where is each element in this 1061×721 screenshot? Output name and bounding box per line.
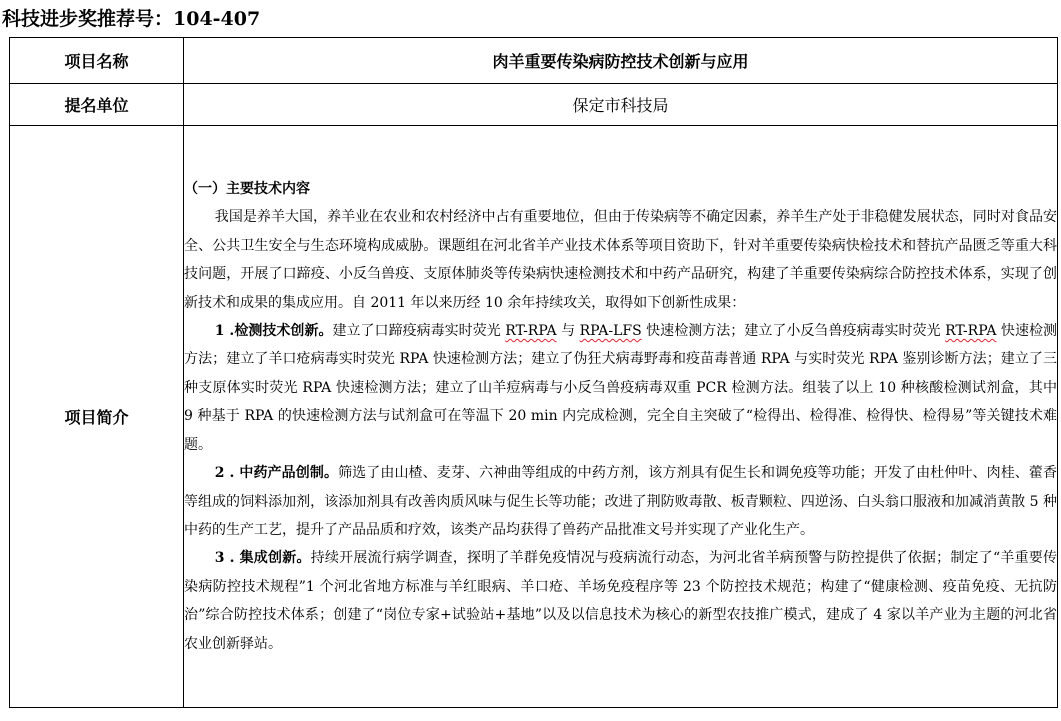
term-rt-rpa-2: RT-RPA — [945, 323, 997, 340]
achievement-1-lead: 1 .检测技术创新。 — [214, 323, 333, 340]
achievement-1-text-e: 快速检测方法；建立了小反刍兽疫病毒实时荧光 — [641, 323, 946, 340]
project-name-label: 项目名称 — [10, 38, 184, 84]
intro-label: 项目简介 — [10, 126, 184, 708]
recommendation-number-title: 科技进步奖推荐号：104-407 — [2, 8, 261, 30]
achievement-1-text-g: 快速检测方法；建立了羊口疮病毒实时荧光 RPA 快速检测方法；建立了伪狂犬病毒野毒和疫苗毒普通 RPA 与实时荧光 RPA 鉴别诊断方法；建立了三种支原体实时荧光 RPA 快速检测方法；建立了山羊痘病毒与小反刍兽疫病毒双重 PCR 检测方法。组装了以上 10 种核酸检测试剂盒，其中 9 种基于 RPA 的快速检测方法与试剂盒可在等温下 20 min 内完成检测，完全自主突破了“检得出、检得准、检得快、检得易”等关键技术难题。 — [184, 323, 1057, 453]
nominator-value: 保定市科技局 — [184, 84, 1058, 126]
achievement-paragraph-1 — [184, 317, 1057, 459]
achievement-2-text: 筛选了由山楂、麦芽、六神曲等组成的中药方剂，该方剂具有促生长和调免疫等功能；开发了由杜仲叶、肉桂、藿香等组成的饲料添加剂，该添加剂具有改善肉质风味与促生长等功能；改进了荆防败毒散、板青颗粒、四逆汤、白头翁口服液和加减消黄散 5 种中药的生产工艺，提升了产品品质和疗效，该类产品均获得了兽药产品批准文号并实现了产业化生产。 — [184, 465, 1057, 538]
achievement-paragraph-3 — [184, 544, 1057, 658]
achievement-1-text-a: 建立了口蹄疫病毒实时荧光 — [332, 323, 506, 340]
project-name-value: 肉羊重要传染病防控技术创新与应用 — [184, 38, 1058, 84]
achievement-paragraph-2 — [184, 459, 1057, 544]
project-info-table — [9, 37, 1058, 708]
achievement-2-lead: 2 . 中药产品创制。 — [214, 465, 339, 482]
nominator-label: 提名单位 — [10, 84, 184, 126]
section-heading: （一）主要技术内容 — [184, 181, 310, 198]
table-row-intro — [10, 126, 1058, 708]
table-row-nominator — [10, 84, 1058, 126]
achievement-3-text: 持续开展流行病学调查，探明了羊群免疫情况与疫病流行动态，为河北省羊病预警与防控提供了依据；制定了“羊重要传染病防控技术规程”1 个河北省地方标准与羊红眼病、羊口疮、羊场免疫程序等 23 个防控技术规范；构建了“健康检测、疫苗免疫、无抗防治”综合防控技术体系；创建了“岗位专家+试验站+基地”以及以信息技术为核心的新型农技推广模式，建成了 4 家以羊产业为主题的河北省农业创新驿站。 — [184, 550, 1057, 652]
achievement-3-lead: 3 . 集成创新。 — [214, 550, 311, 567]
intro-content — [184, 126, 1058, 708]
term-rpa-lfs: RPA-LFS — [579, 323, 642, 340]
achievement-1-text-c: 与 — [556, 323, 580, 340]
table-row-project-name — [10, 38, 1058, 84]
intro-paragraph: 我国是养羊大国，养羊业在农业和农村经济中占有重要地位，但由于传染病等不确定因素，养羊生产处于非稳健发展状态，同时对食品安全、公共卫生安全与生态环境构成威胁。课题组在河北省羊产业技术体系等项目资助下，针对羊重要传染病快检技术和替抗产品匮乏等重大科技问题，开展了口蹄疫、小反刍兽疫、支原体肺炎等传染病快速检测技术和中药产品研究，构建了羊重要传染病综合防控技术体系，实现了创新技术和成果的集成应用。自 2011 年以来历经 10 余年持续攻关，取得如下创新性成果： — [184, 209, 1057, 311]
term-rt-rpa: RT-RPA — [505, 323, 557, 340]
